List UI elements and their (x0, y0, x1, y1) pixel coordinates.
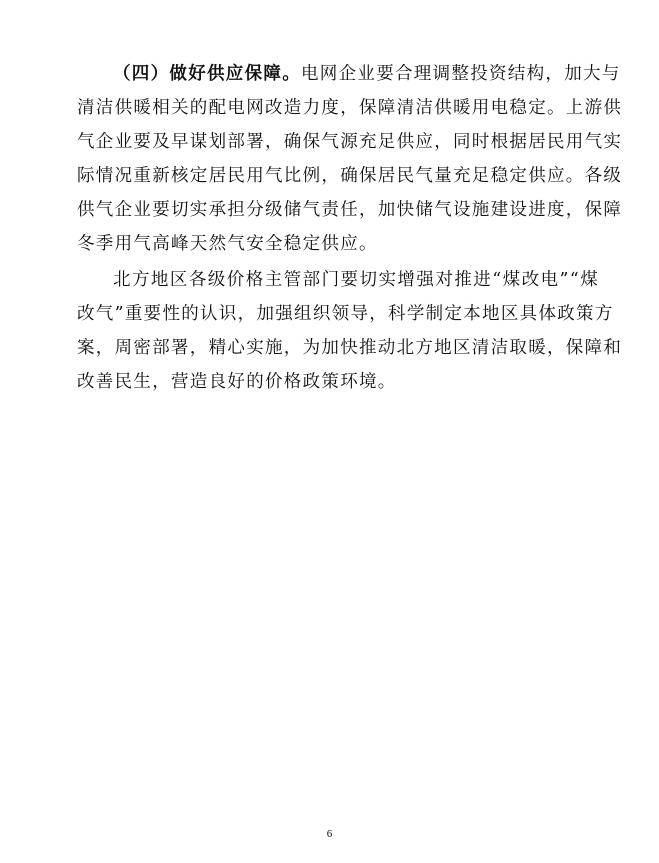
section-heading: （四）做好供应保障。 (113, 64, 301, 84)
paragraph-line: 案，周密部署，精心实施，为加快推动北方地区清洁取暖，保障和 (77, 338, 623, 358)
paragraph-line: 冬季用气高峰天然气安全稳定供应。 (77, 234, 378, 254)
paragraph-line (77, 57, 621, 91)
paragraph-price-departments (77, 263, 623, 399)
paragraph-line: 际情况重新核定居民用气比例，确保居民气量充足稳定供应。各级 (77, 166, 623, 186)
paragraph-supply-guarantee (77, 57, 623, 261)
paragraph-line: 清洁供暖相关的配电网改造力度，保障清洁供暖用电稳定。上游供 (77, 98, 623, 118)
paragraph-line: 供气企业要切实承担分级储气责任，加快储气设施建设进度，保障 (77, 200, 623, 220)
paragraph-text: 电网企业要合理调整投资结构，加大与 (301, 64, 621, 84)
paragraph-line: 改气”重要性的认识，加强组织领导，科学制定本地区具体政策方 (77, 304, 614, 324)
paragraph-line: 北方地区各级价格主管部门要切实增强对推进“煤改电”“煤 (113, 270, 599, 290)
paragraph-line: 气企业要及早谋划部署，确保气源充足供应，同时根据居民用气实 (77, 132, 623, 152)
page-number: 6 (326, 828, 333, 840)
paragraph-line: 改善民生，营造良好的价格政策环境。 (77, 372, 397, 392)
body-text (77, 57, 623, 399)
